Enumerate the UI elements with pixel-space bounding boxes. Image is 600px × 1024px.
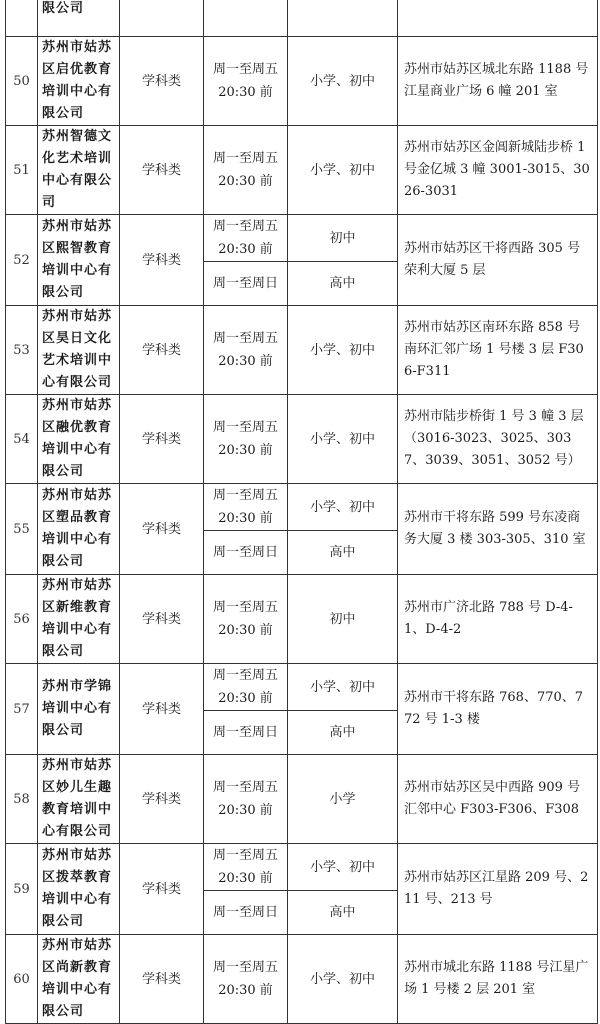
row-number: 58	[6, 755, 38, 844]
schedule-days: 周一至周五	[212, 780, 278, 795]
category: 学科类	[120, 844, 204, 935]
schedule-end-time: 20:30 前	[218, 871, 273, 886]
grade-level: 小学、初中	[288, 395, 398, 484]
schedule-end-time: 20:30 前	[218, 242, 273, 257]
schedule-days: 周一至周日	[212, 276, 278, 291]
schedule-end-time: 20:30 前	[218, 983, 273, 998]
company-name: 苏州市姑苏区塑品教育培训中心有限公司	[38, 484, 120, 575]
company-name: 苏州市姑苏区尚新教育培训中心有限公司	[38, 935, 120, 1024]
company-name: 苏州市姑苏区融优教育培训中心有限公司	[38, 395, 120, 484]
table-row	[6, 575, 598, 664]
category: 学科类	[120, 484, 204, 575]
company-name: 苏州市姑苏区启优教育培训中心有限公司	[38, 37, 120, 126]
table-row-partial	[6, 0, 598, 37]
row-number: 59	[6, 844, 38, 935]
category-cell	[120, 0, 204, 37]
schedule-days: 周一至周五	[212, 151, 278, 166]
grade-level: 小学、初中	[288, 37, 398, 126]
row-number: 52	[6, 215, 38, 306]
grade-level: 高中	[288, 891, 398, 935]
row-number: 60	[6, 935, 38, 1024]
company-name: 苏州市姑苏区妙儿生趣教育培训中心有限公司	[38, 755, 120, 844]
grade-level: 小学、初中	[288, 844, 398, 891]
grade-level: 初中	[288, 575, 398, 664]
address: 苏州市城北东路 1188 号江星广场 1 号楼 2 层 201 室	[398, 935, 598, 1024]
address: 苏州市姑苏区干将西路 305 号荣利大厦 5 层	[398, 215, 598, 306]
row-number: 56	[6, 575, 38, 664]
grade-level: 小学、初中	[288, 126, 398, 215]
company-name: 苏州市姑苏区昊日文化艺术培训中心有限公司	[38, 306, 120, 395]
schedule-time	[204, 126, 288, 215]
table-row	[6, 935, 598, 1024]
grade-level: 小学	[288, 755, 398, 844]
schedule-days: 周一至周五	[212, 848, 278, 863]
category: 学科类	[120, 755, 204, 844]
category: 学科类	[120, 126, 204, 215]
grade-level: 小学、初中	[288, 484, 398, 531]
schedule-days: 周一至周五	[212, 600, 278, 615]
schedule-time	[204, 711, 288, 755]
company-name-cell	[38, 0, 120, 37]
grade-level: 高中	[288, 262, 398, 306]
company-name: 苏州市学锦培训中心有限公司	[38, 664, 120, 755]
table-row	[6, 755, 598, 844]
schedule-days: 周一至周日	[212, 545, 278, 560]
company-name: 苏州智德文化艺术培训中心有限公司	[38, 126, 120, 215]
category: 学科类	[120, 37, 204, 126]
grade-level: 小学、初中	[288, 306, 398, 395]
category: 学科类	[120, 215, 204, 306]
row-number: 57	[6, 664, 38, 755]
grade-level: 小学、初中	[288, 664, 398, 711]
schedule-end-time: 20:30 前	[218, 691, 273, 706]
schedule-time	[204, 755, 288, 844]
schedule-days: 周一至周五	[212, 960, 278, 975]
table-row	[6, 126, 598, 215]
grade-level: 初中	[288, 215, 398, 262]
schedule-days: 周一至周日	[212, 725, 278, 740]
schedule-time	[204, 484, 288, 531]
company-name-partial: 限公司	[42, 1, 85, 16]
schedule-time	[204, 531, 288, 575]
grade-level: 高中	[288, 711, 398, 755]
schedule-end-time: 20:30 前	[218, 443, 273, 458]
institution-table	[5, 0, 598, 1024]
address: 苏州市陆步桥街 1 号 3 幢 3 层（3016-3023、3025、3037、3039、3051、3052 号）	[398, 395, 598, 484]
grade-cell	[288, 0, 398, 37]
address: 苏州市姑苏区吴中西路 909 号汇邻中心 F303-F306、F308	[398, 755, 598, 844]
address: 苏州市姑苏区金阊新城陆步桥 1 号金亿城 3 幢 3001-3015、3026-3031	[398, 126, 598, 215]
schedule-time	[204, 575, 288, 664]
address: 苏州市姑苏区南环东路 858 号南环汇邻广场 1 号楼 3 层 F306-F311	[398, 306, 598, 395]
schedule-end-time: 20:30 前	[218, 85, 273, 100]
table-row	[6, 664, 598, 711]
schedule-days: 周一至周五	[212, 62, 278, 77]
schedule-time	[204, 215, 288, 262]
grade-level: 高中	[288, 531, 398, 575]
address-cell	[398, 0, 598, 37]
time-cell	[204, 0, 288, 37]
address: 苏州市姑苏区江星路 209 号、211 号、213 号	[398, 844, 598, 935]
schedule-time	[204, 37, 288, 126]
schedule-days: 周一至周五	[212, 668, 278, 683]
category: 学科类	[120, 395, 204, 484]
address: 苏州市广济北路 788 号 D-4-1、D-4-2	[398, 575, 598, 664]
schedule-time	[204, 306, 288, 395]
schedule-end-time: 20:30 前	[218, 174, 273, 189]
company-name: 苏州市姑苏区拨萃教育培训中心有限公司	[38, 844, 120, 935]
schedule-time	[204, 395, 288, 484]
table-row	[6, 484, 598, 531]
schedule-time	[204, 844, 288, 891]
row-number: 55	[6, 484, 38, 575]
schedule-time	[204, 935, 288, 1024]
row-number: 53	[6, 306, 38, 395]
company-name: 苏州市姑苏区新维教育培训中心有限公司	[38, 575, 120, 664]
table-row	[6, 395, 598, 484]
schedule-end-time: 20:30 前	[218, 511, 273, 526]
category: 学科类	[120, 306, 204, 395]
schedule-time	[204, 891, 288, 935]
schedule-days: 周一至周五	[212, 219, 278, 234]
address: 苏州市干将东路 599 号东凌商务大厦 3 楼 303-305、310 室	[398, 484, 598, 575]
category: 学科类	[120, 664, 204, 755]
table-row	[6, 215, 598, 262]
category: 学科类	[120, 935, 204, 1024]
table-row	[6, 844, 598, 891]
address: 苏州市干将东路 768、770、772 号 1-3 楼	[398, 664, 598, 755]
schedule-end-time: 20:30 前	[218, 354, 273, 369]
row-number: 54	[6, 395, 38, 484]
schedule-days: 周一至周五	[212, 488, 278, 503]
row-number-cell	[6, 0, 38, 37]
schedule-time	[204, 262, 288, 306]
schedule-time	[204, 664, 288, 711]
category: 学科类	[120, 575, 204, 664]
schedule-days: 周一至周五	[212, 331, 278, 346]
table-row	[6, 306, 598, 395]
grade-level: 小学、初中	[288, 935, 398, 1024]
schedule-days: 周一至周日	[212, 905, 278, 920]
schedule-end-time: 20:30 前	[218, 623, 273, 638]
table-body	[6, 0, 598, 1024]
company-name: 苏州市姑苏区熙智教育培训中心有限公司	[38, 215, 120, 306]
row-number: 50	[6, 37, 38, 126]
table-row	[6, 37, 598, 126]
schedule-end-time: 20:30 前	[218, 803, 273, 818]
row-number: 51	[6, 126, 38, 215]
schedule-days: 周一至周五	[212, 420, 278, 435]
address: 苏州市姑苏区城北东路 1188 号江星商业广场 6 幢 201 室	[398, 37, 598, 126]
